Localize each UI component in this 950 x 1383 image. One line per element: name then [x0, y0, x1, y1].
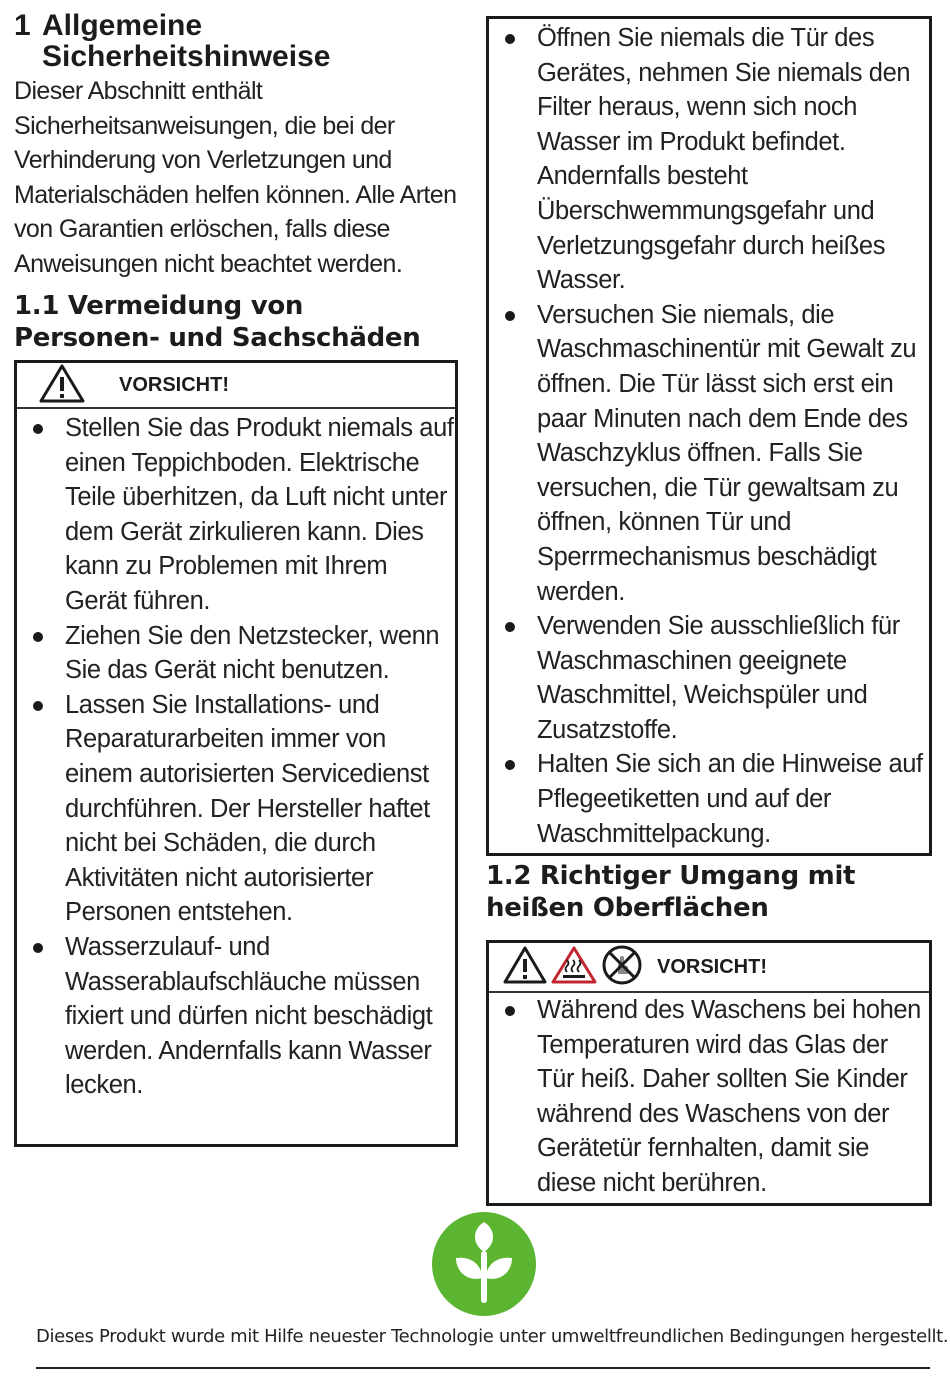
- warning-triangle-icon: [503, 945, 547, 990]
- list-item: Während des Waschens bei hohen Temperaturen wird das Glas der Tür heiß. Daher sollten Sie Kinder während des Waschens von der Gerätetür fernhalten, damit sie diese nicht berühren.: [489, 993, 929, 1201]
- section-1-1-title: [14, 290, 460, 354]
- list-item: Versuchen Sie niemals, die Waschmaschinentür mit Gewalt zu öffnen. Die Tür lässt sich erst ein paar Minuten nach dem Ende des Waschzyklus öffnen. Falls Sie versuchen, die Tür gewaltsam zu öffnen, können Tür und Sperrmechanismus beschädigt werden.: [489, 298, 929, 609]
- hot-surface-icon: [551, 945, 597, 990]
- section-1-number: 1: [14, 9, 31, 42]
- caution-list-right: [489, 21, 929, 851]
- list-item: Lassen Sie Installations- und Reparaturarbeiten immer von einem autorisierten Servicedienst durchführen. Der Hersteller haftet nicht bei Schäden, die durch Aktivitäten nicht autorisierter Personen entstehen.: [17, 688, 455, 930]
- section-1-2-title-line2: heißen Oberflächen: [486, 893, 769, 923]
- warning-triangle-icon: [39, 363, 85, 408]
- section-1-intro: Dieser Abschnitt enthält Sicherheitsanweisungen, die bei der Verhinderung von Verletzungen und Materialschäden helfen können. Alle Arten von Garantien erlöschen, falls diese Anweisungen nicht beachtet werden.: [14, 77, 457, 278]
- leaf-icon: [432, 1212, 536, 1316]
- section-1-title-line2: Sicherheitshinweise: [42, 40, 331, 73]
- caution-header: [17, 363, 455, 409]
- list-item: Wasserzulauf- und Wasserablaufschläuche müssen fixiert und dürfen nicht beschädigt werden. Andernfalls kann Wasser lecken.: [17, 930, 455, 1103]
- list-item: Verwenden Sie ausschließlich für Waschmaschinen geeignete Waschmittel, Weichspüler und Zusatzstoffe.: [489, 609, 929, 747]
- section-1-1-title-line1: 1.1 Vermeidung von: [14, 290, 304, 321]
- section-1-2-title: [486, 860, 932, 924]
- caution-header: [489, 943, 929, 993]
- caution-list-left: [17, 411, 455, 1103]
- no-touch-icon: [601, 944, 643, 991]
- footer-text: Dieses Produkt wurde mit Hilfe neuester Technologie unter umweltfreundlichen Bedingungen hergestellt.: [36, 1326, 949, 1347]
- list-item: Ziehen Sie den Netzstecker, wenn Sie das Gerät nicht benutzen.: [17, 619, 455, 688]
- list-item: Öffnen Sie niemals die Tür des Gerätes, nehmen Sie niemals den Filter heraus, wenn sich noch Wasser im Produkt befindet. Andernfalls besteht Überschwemmungsgefahr und Verletzungsgefahr durch heißes Wasser.: [489, 21, 929, 298]
- caution-label: VORSICHT!: [119, 373, 229, 396]
- section-1-title-line1: Allgemeine: [42, 9, 203, 42]
- list-item: Halten Sie sich an die Hinweise auf Pflegeetiketten und auf der Waschmittelpackung.: [489, 747, 929, 851]
- left-column: [14, 10, 460, 354]
- section-1-1-title-line2: Personen- und Sachschäden: [14, 322, 421, 353]
- caution-box-left: [14, 360, 458, 1147]
- caution-label: VORSICHT!: [657, 955, 767, 978]
- list-item: Stellen Sie das Produkt niemals auf einen Teppichboden. Elektrische Teile überhitzen, da Luft nicht unter dem Gerät zirkulieren kann. Dies kann zu Problemen mit Ihrem Gerät führen.: [17, 411, 455, 619]
- footer-divider: [36, 1367, 930, 1369]
- section-1-2-title-line1: 1.2 Richtiger Umgang mit: [486, 861, 856, 891]
- caution-list-hot: [489, 993, 929, 1201]
- section-1-title: [14, 10, 460, 72]
- caution-box-hot-surfaces: [486, 940, 932, 1206]
- eco-leaf-logo: [432, 1212, 536, 1316]
- caution-box-right: [486, 16, 932, 856]
